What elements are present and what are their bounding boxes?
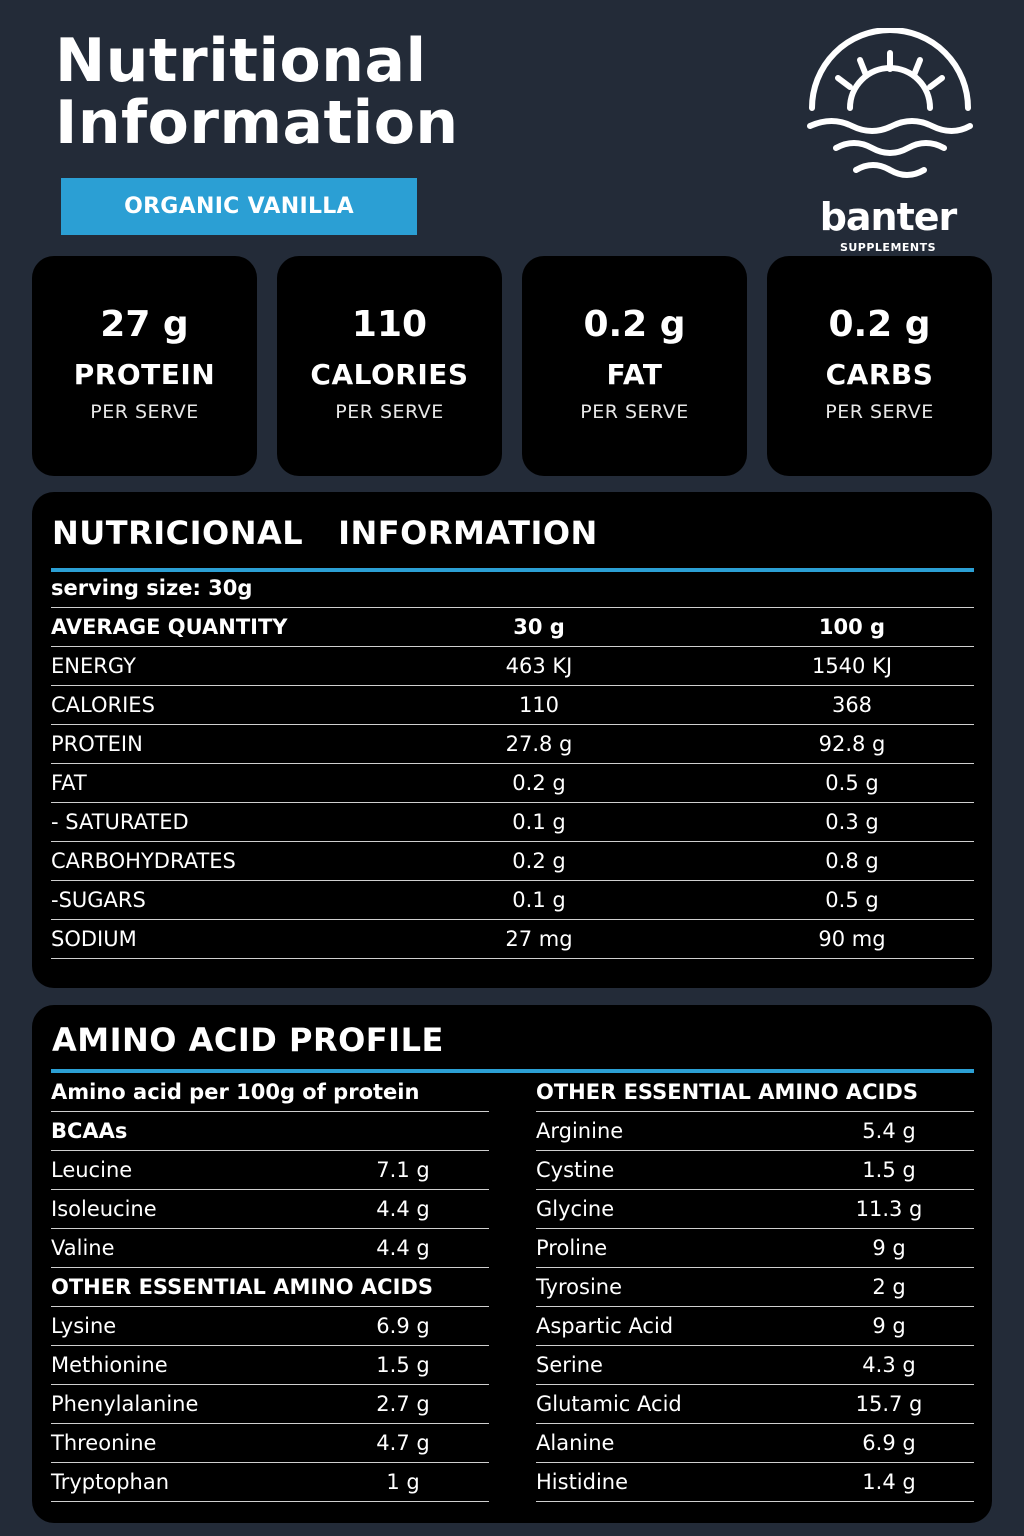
row-value: 6.9 g: [376, 1314, 430, 1338]
list-item: [51, 1229, 489, 1268]
stat-cards: [32, 256, 992, 476]
row-label: BCAAs: [51, 1119, 128, 1143]
row-label: Tyrosine: [536, 1275, 623, 1299]
row-value: 9 g: [872, 1314, 906, 1338]
row-label: OTHER ESSENTIAL AMINO ACIDS: [51, 1275, 433, 1299]
row-value: 4.4 g: [376, 1197, 430, 1221]
row-value: 2 g: [872, 1275, 906, 1299]
list-item: [536, 1229, 974, 1268]
row-value: 0.1 g: [512, 810, 566, 834]
table-row: [51, 686, 974, 725]
title-line-2: Information: [55, 88, 459, 158]
table-row: [51, 881, 974, 920]
list-item: [51, 1385, 489, 1424]
row-value: 4.7 g: [376, 1431, 430, 1455]
row-value: 0.5 g: [825, 888, 879, 912]
row-value: 0.8 g: [825, 849, 879, 873]
table-row: [51, 920, 974, 959]
row-label: OTHER ESSENTIAL AMINO ACIDS: [536, 1080, 918, 1104]
stat-label: CARBS: [825, 358, 934, 391]
other-amino-heading-row: [51, 1268, 489, 1307]
row-label: Methionine: [51, 1353, 168, 1377]
row-value: 1.5 g: [862, 1158, 916, 1182]
title-line-1: Nutritional: [55, 26, 427, 96]
page-title: [55, 26, 459, 158]
table-header-row: [51, 608, 974, 647]
other-amino-heading-row: [536, 1073, 974, 1112]
row-value: 0.1 g: [512, 888, 566, 912]
row-label: Serine: [536, 1353, 603, 1377]
row-value: 90 mg: [818, 927, 886, 951]
row-label: SODIUM: [51, 927, 137, 951]
row-label: PROTEIN: [51, 732, 143, 756]
list-item: [536, 1424, 974, 1463]
row-value: 0.5 g: [825, 771, 879, 795]
serving-size-row: [51, 569, 974, 608]
row-value: 11.3 g: [855, 1197, 923, 1221]
row-label: Histidine: [536, 1470, 629, 1494]
list-item: [536, 1385, 974, 1424]
stat-card-fat: [522, 256, 747, 476]
stat-value: 0.2 g: [828, 304, 931, 345]
stat-sub: PER SERVE: [825, 401, 934, 423]
list-item: [536, 1112, 974, 1151]
row-label: -SUGARS: [51, 888, 146, 912]
row-label: CARBOHYDRATES: [51, 849, 236, 873]
row-value: 0.3 g: [825, 810, 879, 834]
list-item: [536, 1268, 974, 1307]
row-value: 30 g: [513, 615, 565, 639]
logo-subtitle: SUPPLEMENTS: [839, 241, 937, 254]
stat-card-protein: [32, 256, 257, 476]
row-value: 368: [831, 693, 873, 717]
row-label: serving size: 30g: [51, 576, 253, 600]
row-label: FAT: [51, 771, 87, 795]
flavor-badge: ORGANIC VANILLA: [61, 178, 417, 235]
list-item: [536, 1307, 974, 1346]
row-value: 1.5 g: [376, 1353, 430, 1377]
row-label: Threonine: [51, 1431, 157, 1455]
table-row: [51, 647, 974, 686]
row-value: 463 KJ: [505, 654, 573, 678]
stat-card-calories: [277, 256, 502, 476]
row-label: ENERGY: [51, 654, 136, 678]
row-label: Isoleucine: [51, 1197, 157, 1221]
row-value: 4.3 g: [862, 1353, 916, 1377]
row-label: Phenylalanine: [51, 1392, 199, 1416]
row-value: 2.7 g: [376, 1392, 430, 1416]
row-value: 27.8 g: [505, 732, 573, 756]
stat-value: 27 g: [100, 304, 189, 345]
table-row: [51, 764, 974, 803]
amino-heading: AMINO ACID PROFILE: [52, 1021, 444, 1059]
stat-value: 110: [351, 304, 428, 345]
list-item: [51, 1307, 489, 1346]
stat-value: 0.2 g: [583, 304, 686, 345]
list-item: [536, 1346, 974, 1385]
stat-card-carbs: [767, 256, 992, 476]
list-item: [51, 1190, 489, 1229]
table-row: [51, 725, 974, 764]
sun-over-waves-icon: [800, 28, 980, 198]
row-value: 15.7 g: [855, 1392, 923, 1416]
row-label: Glycine: [536, 1197, 615, 1221]
list-item: [536, 1463, 974, 1502]
row-label: Leucine: [51, 1158, 133, 1182]
row-value: 100 g: [818, 615, 886, 639]
list-item: [51, 1424, 489, 1463]
row-label: Lysine: [51, 1314, 117, 1338]
row-value: 6.9 g: [862, 1431, 916, 1455]
stat-sub: PER SERVE: [335, 401, 444, 423]
brand-logo: [800, 28, 980, 254]
row-value: 110: [518, 693, 560, 717]
stat-sub: PER SERVE: [580, 401, 689, 423]
list-item: [536, 1190, 974, 1229]
row-value: 27 mg: [505, 927, 573, 951]
row-value: 4.4 g: [376, 1236, 430, 1260]
row-label: Proline: [536, 1236, 608, 1260]
stat-sub: PER SERVE: [90, 401, 199, 423]
row-value: 1.4 g: [862, 1470, 916, 1494]
amino-panel: [32, 1005, 992, 1523]
logo-wordmark: banter: [819, 195, 957, 239]
list-item: [51, 1463, 489, 1502]
row-value: 5.4 g: [862, 1119, 916, 1143]
row-value: 92.8 g: [818, 732, 886, 756]
row-label: Cystine: [536, 1158, 615, 1182]
row-label: AVERAGE QUANTITY: [51, 615, 288, 639]
bcaa-heading-row: [51, 1112, 489, 1151]
row-label: Alanine: [536, 1431, 615, 1455]
row-value: 1540 KJ: [811, 654, 893, 678]
table-row: [51, 803, 974, 842]
list-item: [51, 1151, 489, 1190]
row-value: 0.2 g: [512, 849, 566, 873]
row-value: 1 g: [386, 1470, 420, 1494]
row-label: Valine: [51, 1236, 115, 1260]
amino-intro-row: [51, 1073, 489, 1112]
nutrition-panel: [32, 492, 992, 988]
row-label: CALORIES: [51, 693, 155, 717]
row-value: 9 g: [872, 1236, 906, 1260]
row-value: 0.2 g: [512, 771, 566, 795]
row-label: Tryptophan: [51, 1470, 170, 1494]
row-label: - SATURATED: [51, 810, 189, 834]
row-label: Aspartic Acid: [536, 1314, 674, 1338]
table-row: [51, 842, 974, 881]
stat-label: CALORIES: [310, 358, 469, 391]
list-item: [536, 1151, 974, 1190]
row-label: Arginine: [536, 1119, 624, 1143]
list-item: [51, 1346, 489, 1385]
row-label: Amino acid per 100g of protein: [51, 1080, 420, 1104]
row-value: 7.1 g: [376, 1158, 430, 1182]
stat-label: FAT: [606, 358, 663, 391]
nutrition-heading: NUTRICIONAL INFORMATION: [52, 514, 598, 552]
stat-label: PROTEIN: [73, 358, 216, 391]
row-label: Glutamic Acid: [536, 1392, 682, 1416]
